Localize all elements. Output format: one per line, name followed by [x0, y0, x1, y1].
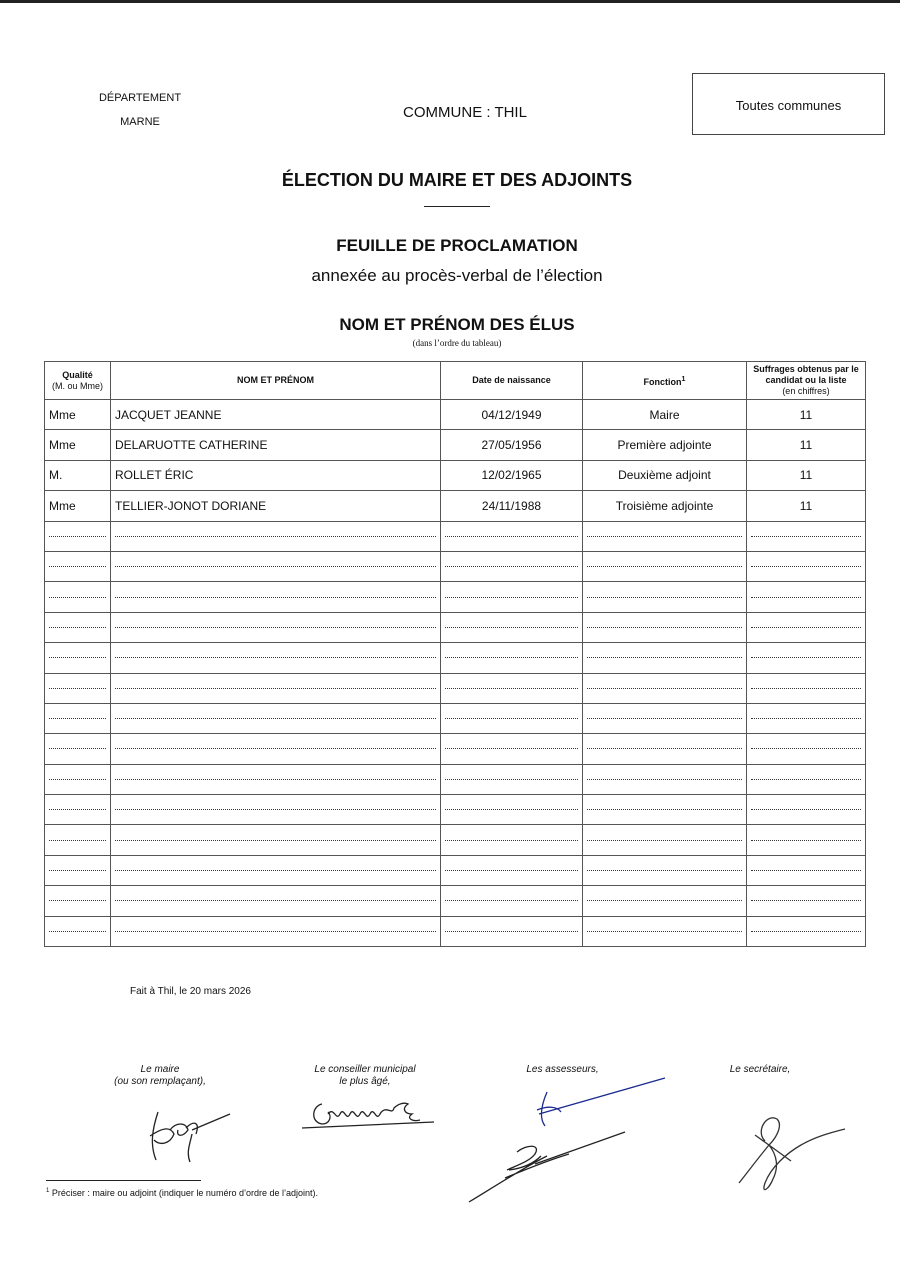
footnote-divider: [46, 1180, 201, 1181]
cell-suffrages: 11: [747, 491, 866, 521]
signature-label-secretaire: Le secrétaire,: [729, 1064, 791, 1075]
table-row: [45, 400, 866, 430]
cell-fonction-empty: [583, 612, 747, 642]
cell-fonction-empty: [583, 703, 747, 733]
cell-nom-empty: [111, 855, 441, 885]
cell-nom-empty: [111, 886, 441, 916]
signature-assesseurs-image: [465, 1070, 675, 1210]
table-row: [45, 491, 866, 521]
cell-fonction: Première adjointe: [583, 430, 747, 460]
cell-fonction-empty: [583, 855, 747, 885]
cell-qualite-empty: [45, 916, 111, 946]
table-row-empty: [45, 916, 866, 946]
cell-naissance-empty: [441, 916, 583, 946]
cell-qualite-empty: [45, 612, 111, 642]
cell-naissance-empty: [441, 886, 583, 916]
table-row-empty: [45, 521, 866, 551]
cell-nom: DELARUOTTE CATHERINE: [111, 430, 441, 460]
table-row-empty: [45, 643, 866, 673]
table-row-empty: [45, 795, 866, 825]
cell-suffrages-empty: [747, 886, 866, 916]
table-row-empty: [45, 673, 866, 703]
cell-fonction-empty: [583, 734, 747, 764]
cell-qualite-empty: [45, 582, 111, 612]
header-nom: NOM ET PRÉNOM: [111, 362, 441, 400]
signature-conseiller-image: [300, 1092, 440, 1137]
cell-fonction: Maire: [583, 400, 747, 430]
cell-naissance-empty: [441, 734, 583, 764]
cell-qualite-empty: [45, 551, 111, 581]
signature-label-conseiller: Le conseiller municipal le plus âgé,: [314, 1064, 416, 1087]
table-row: [45, 460, 866, 490]
table-row: [45, 430, 866, 460]
cell-suffrages-empty: [747, 795, 866, 825]
cell-suffrages-empty: [747, 734, 866, 764]
cell-suffrages-empty: [747, 673, 866, 703]
cell-qualite-empty: [45, 643, 111, 673]
table-row-empty: [45, 551, 866, 581]
cell-nom-empty: [111, 703, 441, 733]
cell-fonction-empty: [583, 582, 747, 612]
title-divider: [424, 206, 490, 207]
cell-nom: TELLIER-JONOT DORIANE: [111, 491, 441, 521]
header-naissance: Date de naissance: [441, 362, 583, 400]
cell-suffrages-empty: [747, 612, 866, 642]
cell-suffrages: 11: [747, 460, 866, 490]
cell-suffrages-empty: [747, 643, 866, 673]
cell-naissance-empty: [441, 643, 583, 673]
cell-fonction-empty: [583, 521, 747, 551]
cell-suffrages: 11: [747, 400, 866, 430]
cell-nom-empty: [111, 795, 441, 825]
table-row-empty: [45, 855, 866, 885]
table-row-empty: [45, 886, 866, 916]
cell-naissance: 27/05/1956: [441, 430, 583, 460]
cell-naissance-empty: [441, 612, 583, 642]
cell-naissance-empty: [441, 795, 583, 825]
cell-fonction-empty: [583, 764, 747, 794]
header-fonction: Fonction$^1$: [583, 362, 747, 400]
elus-title: NOM ET PRÉNOM DES ÉLUS: [339, 315, 575, 334]
cell-qualite-empty: [45, 734, 111, 764]
cell-suffrages-empty: [747, 855, 866, 885]
cell-qualite: Mme: [45, 430, 111, 460]
cell-nom-empty: [111, 551, 441, 581]
cell-naissance-empty: [441, 825, 583, 855]
signature-maire-image: [130, 1100, 240, 1170]
cell-qualite-empty: [45, 886, 111, 916]
cell-fonction-empty: [583, 643, 747, 673]
table-row-empty: [45, 582, 866, 612]
header-qualite: Qualité (M. ou Mme): [45, 362, 111, 400]
proclamation-title: FEUILLE DE PROCLAMATION: [336, 236, 578, 255]
cell-qualite-empty: [45, 521, 111, 551]
cell-fonction-empty: [583, 795, 747, 825]
cell-nom: ROLLET ÉRIC: [111, 460, 441, 490]
cell-naissance-empty: [441, 582, 583, 612]
commune-name: COMMUNE : THIL: [403, 104, 527, 121]
footnote-text: Préciser : maire ou adjoint (indiquer le numéro d’ordre de l’adjoint).: [51, 1188, 318, 1198]
cell-suffrages-empty: [747, 825, 866, 855]
cell-suffrages-empty: [747, 764, 866, 794]
cell-naissance: 24/11/1988: [441, 491, 583, 521]
header-suffrages: Suffrages obtenus par le candidat ou la liste (en chiffres): [747, 362, 866, 400]
cell-suffrages-empty: [747, 916, 866, 946]
cell-nom: JACQUET JEANNE: [111, 400, 441, 430]
cell-fonction-empty: [583, 886, 747, 916]
cell-naissance-empty: [441, 855, 583, 885]
cell-nom-empty: [111, 673, 441, 703]
cell-nom-empty: [111, 521, 441, 551]
cell-qualite-empty: [45, 855, 111, 885]
cell-qualite-empty: [45, 825, 111, 855]
cell-fonction-empty: [583, 673, 747, 703]
cell-naissance-empty: [441, 703, 583, 733]
cell-qualite: Mme: [45, 400, 111, 430]
cell-naissance-empty: [441, 521, 583, 551]
cell-suffrages-empty: [747, 551, 866, 581]
cell-fonction-empty: [583, 551, 747, 581]
election-title: ÉLECTION DU MAIRE ET DES ADJOINTS: [281, 170, 633, 190]
table-row-empty: [45, 764, 866, 794]
cell-naissance-empty: [441, 673, 583, 703]
cell-nom-empty: [111, 916, 441, 946]
cell-qualite: Mme: [45, 491, 111, 521]
cell-nom-empty: [111, 582, 441, 612]
cell-fonction-empty: [583, 916, 747, 946]
cell-nom-empty: [111, 612, 441, 642]
cell-suffrages-empty: [747, 703, 866, 733]
cell-nom-empty: [111, 643, 441, 673]
cell-naissance-empty: [441, 764, 583, 794]
table-header-row: [45, 362, 866, 400]
footnote: [46, 1188, 318, 1198]
signature-label-maire: Le maire (ou son remplaçant),: [114, 1064, 206, 1087]
departement-name: MARNE: [120, 116, 160, 128]
cell-naissance: 04/12/1949: [441, 400, 583, 430]
cell-qualite: M.: [45, 460, 111, 490]
cell-nom-empty: [111, 764, 441, 794]
fait-a-line: Fait à Thil, le 20 mars 2026: [130, 986, 251, 997]
toutes-communes-box: Toutes communes: [692, 73, 885, 135]
cell-suffrages-empty: [747, 521, 866, 551]
cell-nom-empty: [111, 734, 441, 764]
cell-suffrages: 11: [747, 430, 866, 460]
table-row-empty: [45, 825, 866, 855]
cell-naissance: 12/02/1965: [441, 460, 583, 490]
departement-label: DÉPARTEMENT: [98, 92, 182, 104]
footnote-mark: 1: [46, 1188, 50, 1194]
cell-suffrages-empty: [747, 582, 866, 612]
cell-qualite-empty: [45, 795, 111, 825]
cell-qualite-empty: [45, 703, 111, 733]
table-row-empty: [45, 703, 866, 733]
ordre-note: (dans l’ordre du tableau): [412, 338, 502, 348]
table-row-empty: [45, 734, 866, 764]
annexe-subtitle: annexée au procès-verbal de l’élection: [311, 266, 603, 285]
departement-block: [80, 86, 200, 134]
top-border: [0, 0, 900, 3]
cell-nom-empty: [111, 825, 441, 855]
signature-label-assesseurs: Les assesseurs,: [526, 1064, 599, 1075]
cell-fonction: Deuxième adjoint: [583, 460, 747, 490]
cell-qualite-empty: [45, 764, 111, 794]
cell-naissance-empty: [441, 551, 583, 581]
cell-qualite-empty: [45, 673, 111, 703]
cell-fonction-empty: [583, 825, 747, 855]
cell-fonction: Troisième adjointe: [583, 491, 747, 521]
table-row-empty: [45, 612, 866, 642]
signature-secretaire-image: [725, 1105, 855, 1200]
elus-table: [44, 361, 866, 947]
